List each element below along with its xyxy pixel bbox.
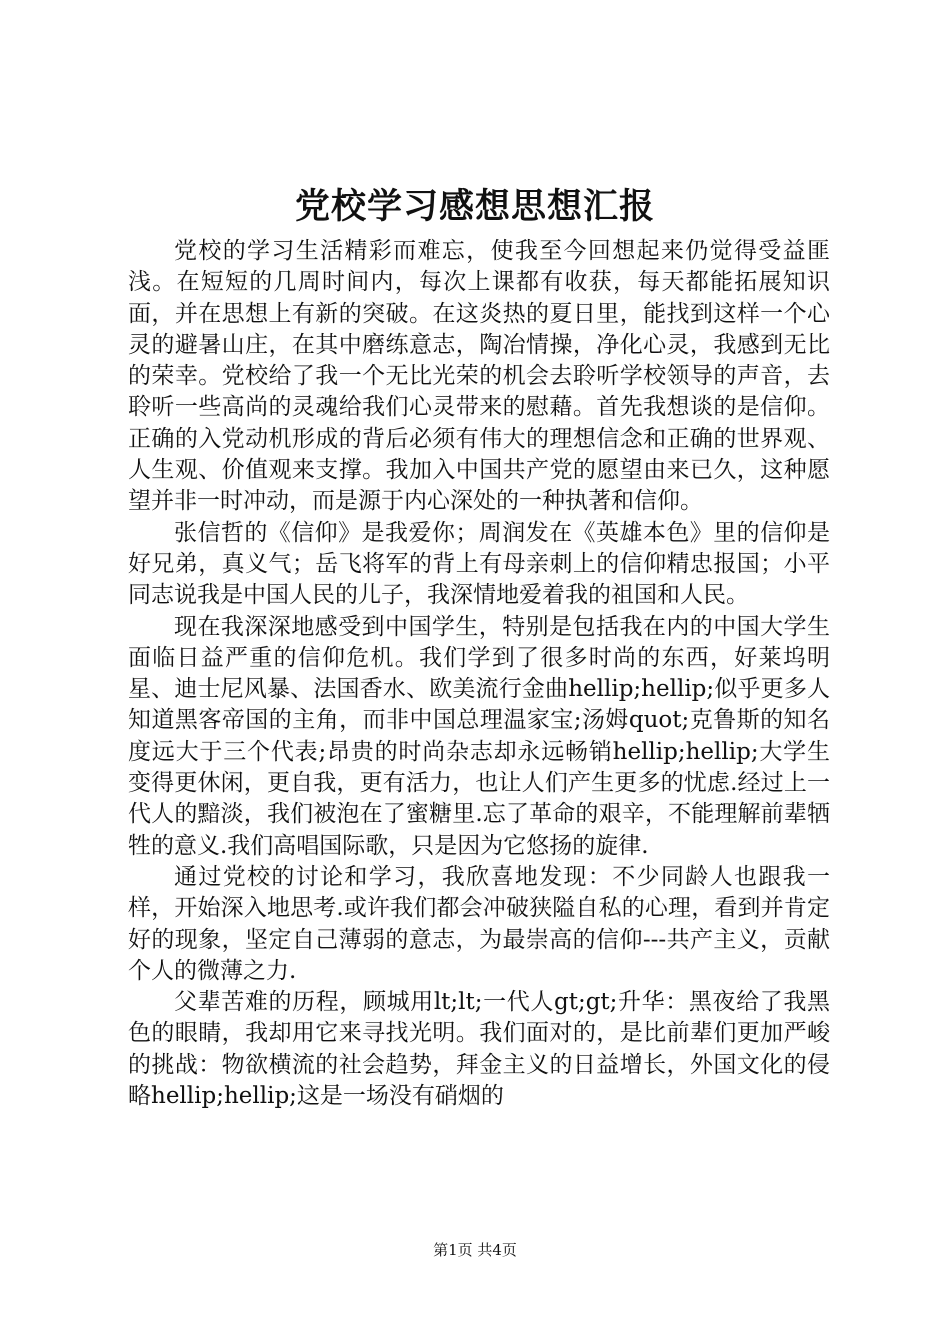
paragraph-1: 党校的学习生活精彩而难忘，使我至今回想起来仍觉得受益匪浅。在短短的几周时间内，每次上课都有收获，每天都能拓展知识面，并在思想上有新的突破。在这炎热的夏日里，能找到这样一个心灵的避暑山庄，在其中磨练意志，陶冶情操，净化心灵，我感到无比的荣幸。党校给了我一个无比光荣的机会去聆听学校领导的声音，去聆听一些高尚的灵魂给我们心灵带来的慰藉。首先我想谈的是信仰。正确的入党动机形成的背后必须有伟大的理想信念和正确的世界观、人生观、价值观来支撑。我加入中国共产党的愿望由来已久，这种愿望并非一时冲动，而是源于内心深处的一种执著和信仰。 [128,238,830,515]
paragraph-3: 现在我深深地感受到中国学生，特别是包括我在内的中国大学生面临日益严重的信仰危机。我们学到了很多时尚的东西，好莱坞明星、迪士尼风暴、法国香水、欧美流行金曲hellip;hellip;似乎更多人知道黑客帝国的主角，而非中国总理温家宝;汤姆quot;克鲁斯的知名度远大于三个代表;昂贵的时尚杂志却永远畅销hellip;hellip;大学生变得更休闲，更自我，更有活力，也让人们产生更多的忧虑.经过上一代人的黯淡，我们被泡在了蜜糖里.忘了革命的艰辛，不能理解前辈牺牲的意义.我们高唱国际歌，只是因为它悠扬的旋律. [128,613,830,859]
paragraph-2: 张信哲的《信仰》是我爱你；周润发在《英雄本色》里的信仰是好兄弟，真义气；岳飞将军的背上有母亲刺上的信仰精忠报国；小平同志说我是中国人民的儿子，我深情地爱着我的祖国和人民。 [128,519,830,609]
document-body [128,236,830,1112]
page-number-footer: 第1页 共4页 [433,1241,517,1259]
document-title: 党校学习感想思想汇报 [294,186,655,227]
paragraph-4: 通过党校的讨论和学习，我欣喜地发现：不少同龄人也跟我一样，开始深入地思考.或许我们都会冲破狭隘自私的心理，看到并肯定好的现象，坚定自己薄弱的意志，为最崇高的信仰---共产主义，贡献个人的微薄之力. [128,863,830,984]
paragraph-5: 父辈苦难的历程，顾城用lt;lt;一代人gt;gt;升华：黑夜给了我黑色的眼睛，我却用它来寻找光明。我们面对的，是比前辈们更加严峻的挑战：物欲横流的社会趋势，拜金主义的日益增长，外国文化的侵略hellip;hellip;这是一场没有硝烟的 [128,989,830,1110]
